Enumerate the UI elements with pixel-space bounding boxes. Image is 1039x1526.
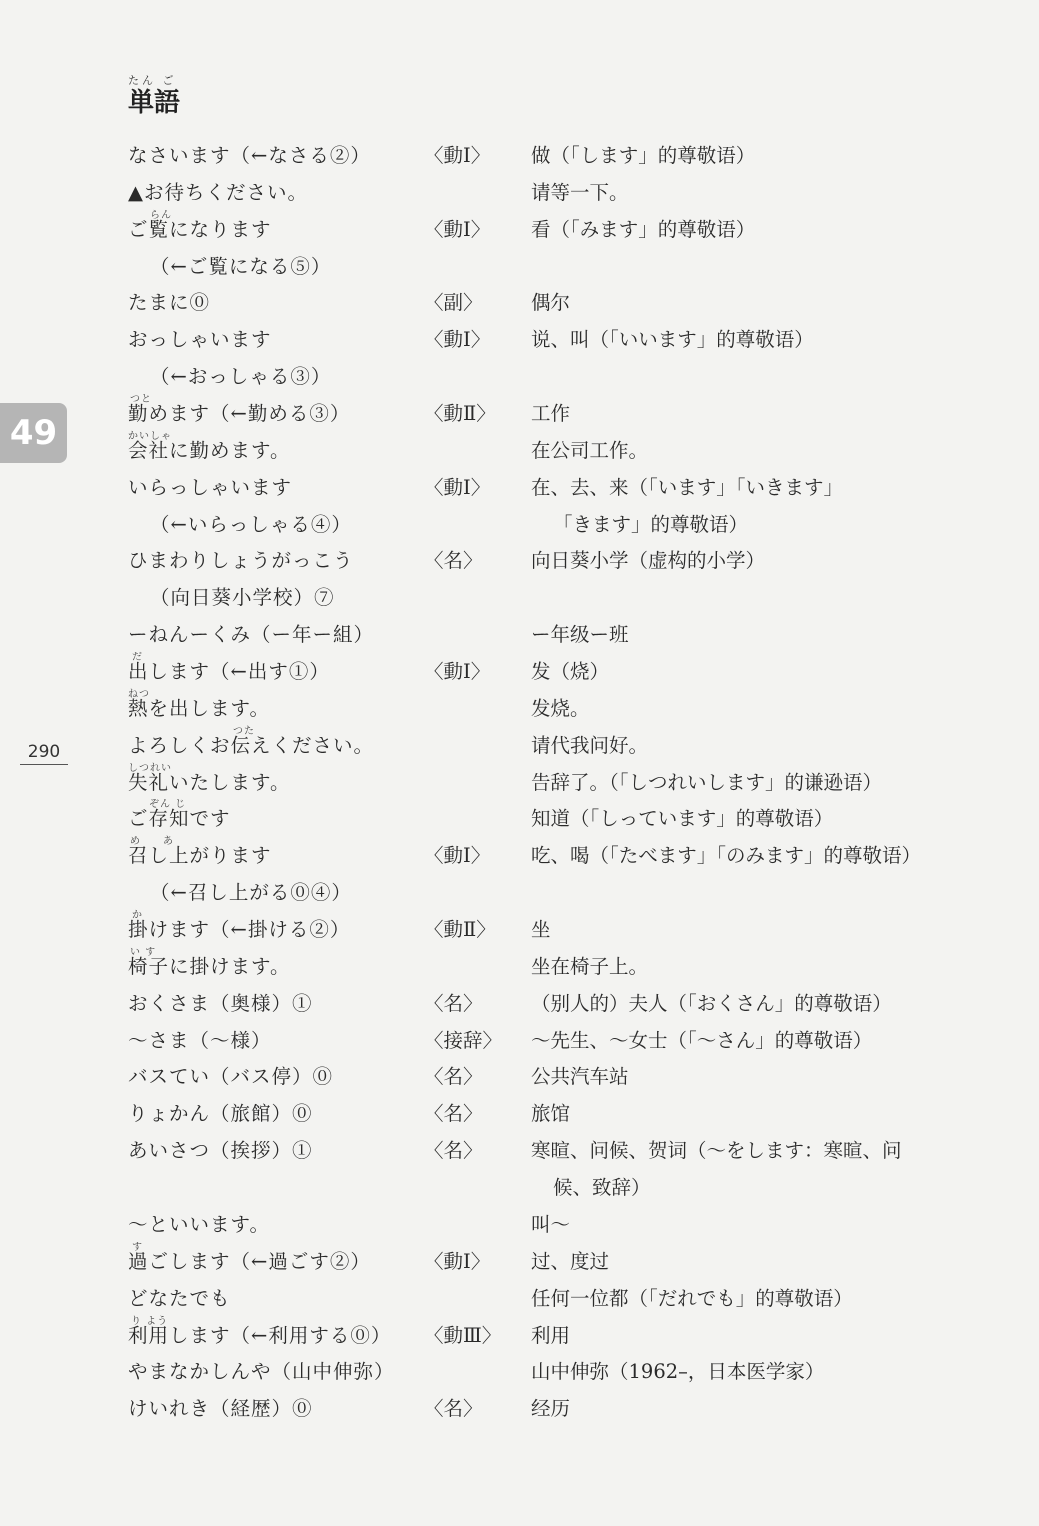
part-of-speech: 〈動Ⅰ〉 <box>424 475 491 499</box>
part-of-speech: 〈名〉 <box>424 549 483 573</box>
vocab-meaning: 说、叫（「いいます」的尊敬语） <box>531 328 814 352</box>
vocab-term: ▲お待ちください。 <box>128 180 308 204</box>
part-of-speech: 〈動Ⅲ〉 <box>424 1323 502 1347</box>
vocab-row <box>0 838 1039 875</box>
vocab-term: （←いらっしゃる④） <box>150 512 352 536</box>
vocab-term: おっしゃいます <box>128 328 272 352</box>
vocab-term: 掛けます（←掛ける②） <box>128 918 351 942</box>
vocab-row <box>0 1170 1039 1207</box>
vocab-row <box>0 1133 1039 1170</box>
vocab-meaning: 旅馆 <box>531 1102 571 1126</box>
furigana: しつれい <box>128 762 172 774</box>
furigana: つと <box>130 394 152 406</box>
vocab-term: どなたでも <box>128 1286 231 1310</box>
vocab-row <box>0 986 1039 1023</box>
vocab-meaning: 工作 <box>531 402 571 426</box>
vocab-term: 勤めます（←勤める③） <box>128 402 351 426</box>
part-of-speech: 〈動Ⅱ〉 <box>424 918 496 942</box>
part-of-speech: 〈動Ⅰ〉 <box>424 660 491 684</box>
vocab-meaning: ～先生、～女士（「～さん」的尊敬语） <box>531 1028 873 1052</box>
furigana: かいしゃ <box>128 430 172 442</box>
vocab-term: 召し上がります <box>128 844 272 868</box>
furigana: つた <box>233 725 255 737</box>
vocab-meaning: 坐在椅子上。 <box>531 954 649 978</box>
vocab-term: ご存知です <box>128 807 231 831</box>
vocab-term: ーねんーくみ（ー年ー組） <box>128 623 375 647</box>
vocab-term: 失礼いたします。 <box>128 770 291 794</box>
vocab-term: ～といいます。 <box>128 1212 270 1236</box>
vocab-row <box>0 359 1039 396</box>
vocab-row <box>0 1241 1039 1281</box>
page-title: 単語 <box>128 88 181 118</box>
vocab-term: りょかん（旅館）⓪ <box>128 1102 313 1126</box>
vocab-row <box>0 654 1039 691</box>
furigana: だ <box>132 652 143 664</box>
vocab-row <box>0 1059 1039 1096</box>
title-ruby: たん ご <box>128 74 177 87</box>
vocab-row <box>0 209 1039 249</box>
vocab-meaning: 候、致辞） <box>553 1176 651 1200</box>
vocab-meaning: 请代我问好。 <box>531 733 649 757</box>
vocabulary-list <box>0 138 1039 1428</box>
vocab-row <box>0 762 1039 802</box>
vocab-meaning: 在、去、来（「います」「いきます」 <box>531 475 844 499</box>
part-of-speech: 〈動Ⅰ〉 <box>424 328 491 352</box>
vocab-meaning: 发（烧） <box>531 660 610 684</box>
vocab-meaning: 过、度过 <box>531 1249 610 1273</box>
vocab-meaning: 告辞了。（「しつれいします」的谦逊语） <box>531 770 883 794</box>
vocab-term: （向日葵小学校）⑦ <box>150 586 335 610</box>
vocab-term: ひまわりしょうがっこう <box>128 549 354 573</box>
part-of-speech: 〈名〉 <box>424 991 483 1015</box>
furigana: い す <box>130 946 157 958</box>
vocab-term: 出します（←出す①） <box>128 660 330 684</box>
vocab-row <box>0 617 1039 654</box>
furigana: め あ <box>130 836 174 848</box>
vocab-meaning: 叫～ <box>531 1212 571 1236</box>
vocab-meaning: ー年级ー班 <box>531 623 629 647</box>
vocab-meaning: （别人的）夫人（「おくさん」的尊敬语） <box>531 991 892 1015</box>
vocab-row <box>0 322 1039 359</box>
part-of-speech: 〈接辞〉 <box>424 1028 503 1052</box>
vocab-meaning: 请等一下。 <box>531 180 629 204</box>
vocab-meaning: 利用 <box>531 1323 571 1347</box>
vocab-row <box>0 1023 1039 1060</box>
vocab-meaning: 发烧。 <box>531 696 590 720</box>
vocab-row <box>0 470 1039 507</box>
vocab-meaning: 公共汽车站 <box>531 1065 629 1089</box>
vocab-meaning: 任何一位都（「だれでも」的尊敬语） <box>531 1286 853 1310</box>
vocab-term: （←ご覧になる⑤） <box>150 254 332 278</box>
vocab-row <box>0 175 1039 212</box>
vocab-row <box>0 507 1039 544</box>
vocab-row <box>0 249 1039 286</box>
vocab-meaning: 坐 <box>531 918 551 942</box>
vocab-row <box>0 580 1039 617</box>
vocab-term: 椅子に掛けます。 <box>128 954 291 978</box>
part-of-speech: 〈動Ⅰ〉 <box>424 844 491 868</box>
vocab-term: （←召し上がる⓪④） <box>150 881 352 905</box>
vocab-meaning: 山中伸弥（1962–，日本医学家） <box>531 1360 825 1384</box>
vocab-row <box>0 430 1039 470</box>
page-number: 290 <box>20 740 68 765</box>
vocab-row <box>0 912 1039 949</box>
vocab-row <box>0 285 1039 322</box>
vocab-meaning: 在公司工作。 <box>531 438 649 462</box>
vocab-term: けいれき（経歴）⓪ <box>128 1397 313 1421</box>
vocab-term: ご覧になります <box>128 217 272 241</box>
vocab-meaning: 看（「みます」的尊敬语） <box>531 217 756 241</box>
vocab-row <box>0 946 1039 986</box>
vocab-row <box>0 801 1039 838</box>
vocab-term: ～さま（～様） <box>128 1028 272 1052</box>
vocab-term: いらっしゃいます <box>128 475 293 499</box>
furigana: ねつ <box>128 688 150 700</box>
vocab-meaning: 向日葵小学（虚构的小学） <box>531 549 766 573</box>
vocab-row <box>0 543 1039 580</box>
furigana: す <box>132 1241 143 1253</box>
chapter-tab: 49 <box>0 403 67 463</box>
vocab-term: 熱を出します。 <box>128 696 270 720</box>
vocab-row <box>0 1354 1039 1391</box>
vocab-row <box>0 725 1039 765</box>
vocab-term: 過ごします（←過ごす②） <box>128 1249 371 1273</box>
vocab-row <box>0 1281 1039 1318</box>
part-of-speech: 〈動Ⅱ〉 <box>424 402 496 426</box>
vocab-meaning: 「きます」的尊敬语） <box>553 512 749 536</box>
vocab-term: たまに⓪ <box>128 291 211 315</box>
vocab-term: やまなかしんや（山中伸弥） <box>128 1360 395 1384</box>
vocab-meaning: 知道（「しっています」的尊敬语） <box>531 807 834 831</box>
part-of-speech: 〈動Ⅰ〉 <box>424 217 491 241</box>
vocab-row <box>0 875 1039 912</box>
vocab-row <box>0 1207 1039 1244</box>
vocab-term: あいさつ（挨拶）① <box>128 1139 313 1163</box>
part-of-speech: 〈名〉 <box>424 1102 483 1126</box>
vocab-term: 会社に勤めます。 <box>128 438 291 462</box>
vocab-row <box>0 1391 1039 1428</box>
vocab-meaning: 偶尔 <box>531 291 571 315</box>
vocab-term: なさいます（←なさる②） <box>128 144 371 167</box>
vocab-term: （←おっしゃる③） <box>150 365 332 389</box>
part-of-speech: 〈名〉 <box>424 1397 483 1421</box>
vocab-meaning: 吃、喝（「たべます」「のみます」的尊敬语） <box>531 844 922 868</box>
vocab-row <box>0 1096 1039 1133</box>
part-of-speech: 〈名〉 <box>424 1139 483 1163</box>
vocab-row <box>0 688 1039 728</box>
vocab-term: おくさま（奥様）① <box>128 991 313 1015</box>
furigana: か <box>132 910 143 922</box>
vocab-meaning: 寒暄、问候、贺词（～をします：寒暄、问 <box>531 1139 902 1163</box>
part-of-speech: 〈名〉 <box>424 1065 483 1089</box>
part-of-speech: 〈動Ⅰ〉 <box>424 1249 491 1273</box>
section-heading <box>128 74 180 118</box>
vocab-term: よろしくお伝えください。 <box>128 733 375 757</box>
furigana: らん <box>150 209 172 221</box>
vocab-row <box>0 1315 1039 1355</box>
vocab-row <box>0 138 1039 175</box>
part-of-speech: 〈動Ⅰ〉 <box>424 144 491 167</box>
vocab-meaning: 经历 <box>531 1397 571 1421</box>
vocab-term: バスてい（バス停）⓪ <box>128 1065 334 1089</box>
vocab-row <box>0 396 1039 433</box>
furigana: ぞん じ <box>149 799 187 811</box>
part-of-speech: 〈副〉 <box>424 291 483 315</box>
vocab-meaning: 做（「します」的尊敬语） <box>531 144 756 167</box>
furigana: り よう <box>131 1315 169 1327</box>
vocab-term: 利用します（←利用する⓪） <box>128 1323 392 1347</box>
